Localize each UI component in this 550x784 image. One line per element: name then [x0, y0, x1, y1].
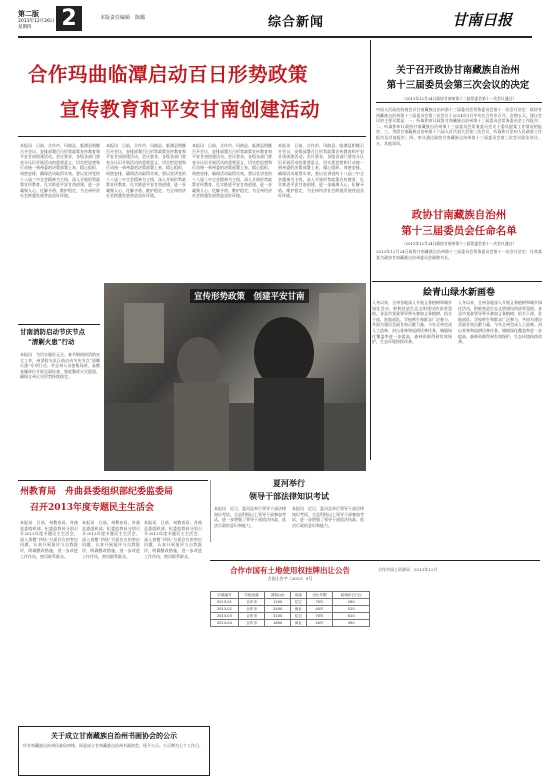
lead-rule	[18, 136, 366, 137]
photo-caption-text: 宣传形势政策 创建平安甘南	[194, 292, 305, 302]
lead-body-col2: 本报讯 日前，合作市、玛曲县、临潭县相继召开会议，安排部署百日形势政策宣传教育和平安甘南创建活动。会议要求，各级各部门要充分认识开展活动的重要意义，切实把思想和行动统一到州委的决策部署上来，精心组织，周密安排，确保活动取得实效。要以宣讲党的十八届三中全会精神为主线，深入开展形势政策宣传教育，扎实推进平安甘南创建，进一步凝聚人心、化解矛盾、维护稳定，为全州经济社会跨越发展营造良好环境。	[106, 143, 186, 199]
land-subtitle: 合国土告字〔2013〕9号	[267, 576, 313, 581]
appointment-headline-2: 第十三届委员会任命名单	[401, 225, 517, 237]
meeting-subtitle: （2013年12月24日政协甘南州第十三届常委会第十一次会议通过）	[401, 96, 517, 101]
xiahe-body-col2: 本报讯 近日，夏河县举行领导干部法律知识考试，全县科级以上领导干部参加考试，进一步增强了领导干部依法执政、依法行政的意识和能力。	[292, 506, 364, 528]
land-headline: 合作市国有土地使用权挂牌出让公告	[230, 566, 350, 575]
col-header: 用途	[290, 592, 306, 599]
education-headline-2: 召开2013年度专题民主生活会	[30, 503, 155, 513]
table-cell: 3100	[265, 613, 291, 620]
table-cell: 合作市	[238, 606, 265, 613]
education-rule	[18, 480, 208, 481]
land-table	[210, 591, 370, 627]
xiahe-headline-1: 夏河举行	[273, 478, 305, 488]
table-cell: 2013-01	[211, 599, 239, 606]
fire-headline-1: 甘南消防启动节庆节点	[20, 328, 85, 336]
table-cell: 2400	[265, 606, 291, 613]
col-header: 宗地编号	[211, 592, 239, 599]
table-cell: 合作市	[238, 620, 265, 627]
table-cell: 390	[333, 620, 370, 627]
fire-rule	[18, 324, 100, 325]
col-header: 面积(㎡)	[265, 592, 291, 599]
table-cell: 商业	[290, 606, 306, 613]
table-cell: 1200	[265, 599, 291, 606]
lead-body-col3: 本报讯 日前，合作市、玛曲县、临潭县相继召开会议，安排部署百日形势政策宣传教育和平安甘南创建活动。会议要求，各级各部门要充分认识开展活动的重要意义，切实把思想和行动统一到州委的决策部署上来，精心组织，周密安排，确保活动取得实效。要以宣讲党的十八届三中全会精神为主线，深入开展形势政策宣传教育，扎实推进平安甘南创建，进一步凝聚人心、化解矛盾、维护稳定，为全州经济社会跨越发展营造良好环境。	[192, 143, 272, 199]
table-cell: 1800	[265, 620, 291, 627]
meeting-headline-1: 关于召开政协甘南藏族自治州	[396, 65, 520, 76]
right-column-rule	[370, 40, 371, 460]
land-notice	[210, 560, 540, 729]
lead-photo	[104, 283, 366, 471]
table-cell: 40年	[306, 620, 333, 627]
masthead-rule	[18, 36, 532, 38]
land-side-text: 合作市国土资源局 2013年12月	[378, 567, 438, 572]
xiahe-rule	[210, 480, 211, 542]
table-cell: 40年	[306, 606, 333, 613]
lead-body-col4: 本报讯 日前，合作市、玛曲县、临潭县相继召开会议，安排部署百日形势政策宣传教育和平安甘南创建活动。会议要求，各级各部门要充分认识开展活动的重要意义，切实把思想和行动统一到州委的决策部署上来，精心组织，周密安排，确保活动取得实效。要以宣讲党的十八届三中全会精神为主线，深入开展形势政策宣传教育，扎实推进平安甘南创建，进一步凝聚人心、化解矛盾、维护稳定，为全州经济社会跨越发展营造良好环境。	[278, 143, 364, 199]
lead-headline-2: 宣传教育和平安甘南创建活动	[60, 98, 321, 121]
section-title: 综合新闻	[268, 15, 325, 30]
table-cell: 260	[333, 599, 370, 606]
green-headline: 絵青山绿水新画卷	[422, 288, 495, 298]
appointment-headline-1: 政协甘南藏族自治州	[411, 209, 507, 221]
green-body-col2: 入冬以来，全州各地深入开展义务植树和城乡绿化活动，积极营造生态文明建设的浓厚氛围。各县市党政领导带头参加义务植树，机关干部、驻地部队、学校师生和群众广泛参与，共同为建设美丽甘南贡献力量。今年全州完成人工造林、封山育林和退耕还林任务，城镇绿化覆盖率进一步提高，森林资源得到有效保护，生态环境持续改善。	[458, 300, 542, 345]
education-body-col3: 本报讯 日前，州教育局、舟曲县委组织部、纪委监察局分别召开2013年度专题民主生活会，深入查摆“四风”方面存在的突出问题，认真开展批评与自我批评，明确整改措施，进一步改进工作作风，密切联系群众。	[144, 520, 202, 559]
fire-body: 本报讯 为切实做好元旦、春节期间的消防安全工作，州消防支队日前启动节庆节点“清剿火患”专项行动，对全州人员密集场所、易燃易爆单位开展全面检查，督促整改火灾隐患，确保全州火灾形势持续稳定。	[20, 352, 100, 380]
table-cell: 2013-03	[211, 613, 239, 620]
fire-headline-2: “清剿火患”行动	[28, 338, 75, 346]
col-header: 起始价(万元)	[333, 592, 370, 599]
table-cell: 70年	[306, 613, 333, 620]
table-cell: 住宅	[290, 613, 306, 620]
table-row	[211, 613, 370, 620]
xiahe-body-col1: 本报讯 近日，夏河县举行领导干部法律知识考试，全县科级以上领导干部参加考试，进一步增强了领导干部依法执政、依法行政的意识和能力。	[214, 506, 286, 528]
table-cell: 合作市	[238, 613, 265, 620]
masthead	[0, 0, 550, 38]
education-headline-1: 州教育局 舟曲县委组织部纪委监委局	[20, 487, 174, 497]
lead-photo-figures	[104, 283, 366, 471]
green-rule	[372, 281, 542, 282]
table-cell: 住宅	[290, 599, 306, 606]
bottom-notice	[18, 726, 210, 776]
appointment-subtitle: （2013年12月24日政协甘南州第十三届常委会第十一次会议通过）	[401, 241, 517, 246]
table-cell: 2013-04	[211, 620, 239, 627]
table-row	[211, 606, 370, 613]
green-body-col1: 入冬以来，全州各地深入开展义务植树和城乡绿化活动，积极营造生态文明建设的浓厚氛围。各县市党政领导带头参加义务植树，机关干部、驻地部队、学校师生和群众广泛参与，共同为建设美丽甘南贡献力量。今年全州完成人工造林、封山育林和退耕还林任务，城镇绿化覆盖率进一步提高，森林资源得到有效保护，生态环境持续改善。	[372, 300, 452, 345]
table-cell: 70年	[306, 599, 333, 606]
editor-line: 本版责任编辑 陈璐	[100, 15, 146, 21]
education-body-col1: 本报讯 日前，州教育局、舟曲县委组织部、纪委监察局分别召开2013年度专题民主生活会，深入查摆“四风”方面存在的突出问题，认真开展批评与自我批评，明确整改措施，进一步改进工作作风，密切联系群众。	[20, 520, 78, 559]
land-table-header	[211, 592, 370, 599]
meeting-rule	[376, 102, 542, 103]
lead-headline-1: 合作玛曲临潭启动百日形势政策	[28, 63, 309, 86]
page-number-box	[56, 6, 82, 31]
lead-body-col1: 本报讯 日前，合作市、玛曲县、临潭县相继召开会议，安排部署百日形势政策宣传教育和平安甘南创建活动。会议要求，各级各部门要充分认识开展活动的重要意义，切实把思想和行动统一到州委的决策部署上来，精心组织，周密安排，确保活动取得实效。要以宣讲党的十八届三中全会精神为主线，深入开展形势政策宣传教育，扎实推进平安甘南创建，进一步凝聚人心、化解矛盾、维护稳定，为全州经济社会跨越发展营造良好环境。	[20, 143, 100, 199]
table-cell: 2013-02	[211, 606, 239, 613]
table-cell: 商业	[290, 620, 306, 627]
xiahe-headline-2: 领导干部法律知识考试	[249, 491, 329, 501]
col-header: 宗地坐落	[238, 592, 265, 599]
edition-weekday: 星期四	[18, 25, 32, 30]
bottom-headline: 关于成立甘南藏族自治州书画协会的公示	[51, 731, 177, 740]
table-cell: 610	[333, 613, 370, 620]
edition-date: 2013年12月26日	[18, 19, 55, 24]
table-row	[211, 599, 370, 606]
appointment-body: 2013年12月24日政协甘南藏族自治州第十三届委员会常务委员会第十一次会议决定：任命某某为政协甘南藏族自治州委员会副秘书长。	[376, 249, 542, 260]
page-number: 2	[61, 6, 77, 31]
table-cell: 合作市	[238, 599, 265, 606]
table-row	[211, 620, 370, 627]
paper-name: 甘南日报	[452, 11, 513, 29]
meeting-headline-2: 第十三届委员会第三次会议的决定	[386, 80, 530, 91]
table-cell: 520	[333, 606, 370, 613]
edition-label: 第二版	[18, 10, 39, 18]
col-header: 出让年限	[306, 592, 333, 599]
bottom-body: 经甘南藏族自治州民政局审核，同意成立甘南藏族自治州书画协会，现予公示。公示期为七个工作日。	[23, 743, 203, 748]
lead-photo-caption	[190, 289, 309, 303]
education-body-col2: 本报讯 日前，州教育局、舟曲县委组织部、纪委监察局分别召开2013年度专题民主生活会，深入查摆“四风”方面存在的突出问题，认真开展批评与自我批评，明确整改措施，进一步改进工作作风，密切联系群众。	[82, 520, 140, 559]
meeting-body: 中国人民政治协商会议甘南藏族自治州第十三届委员会常务委员会第十一次会议决定：政协甘南藏族自治州第十三届委员会第三次会议于2014年1月中旬在合作市召开，会期五天。建议会议的主要议程是：一、听取和审议政协甘南藏族自治州第十三届委员会常务委员会工作报告；二、听取和审议政协甘南藏族自治州第十三届委员会常务委员会关于委员提案工作情况的报告；三、列席甘南藏族自治州第十六届人民代表大会第三次会议，听取和讨论州人民政府工作报告及其他报告；四、审议通过政协甘南藏族自治州第十三届委员会第三次会议政治决议；五、其他事项。	[376, 107, 542, 146]
